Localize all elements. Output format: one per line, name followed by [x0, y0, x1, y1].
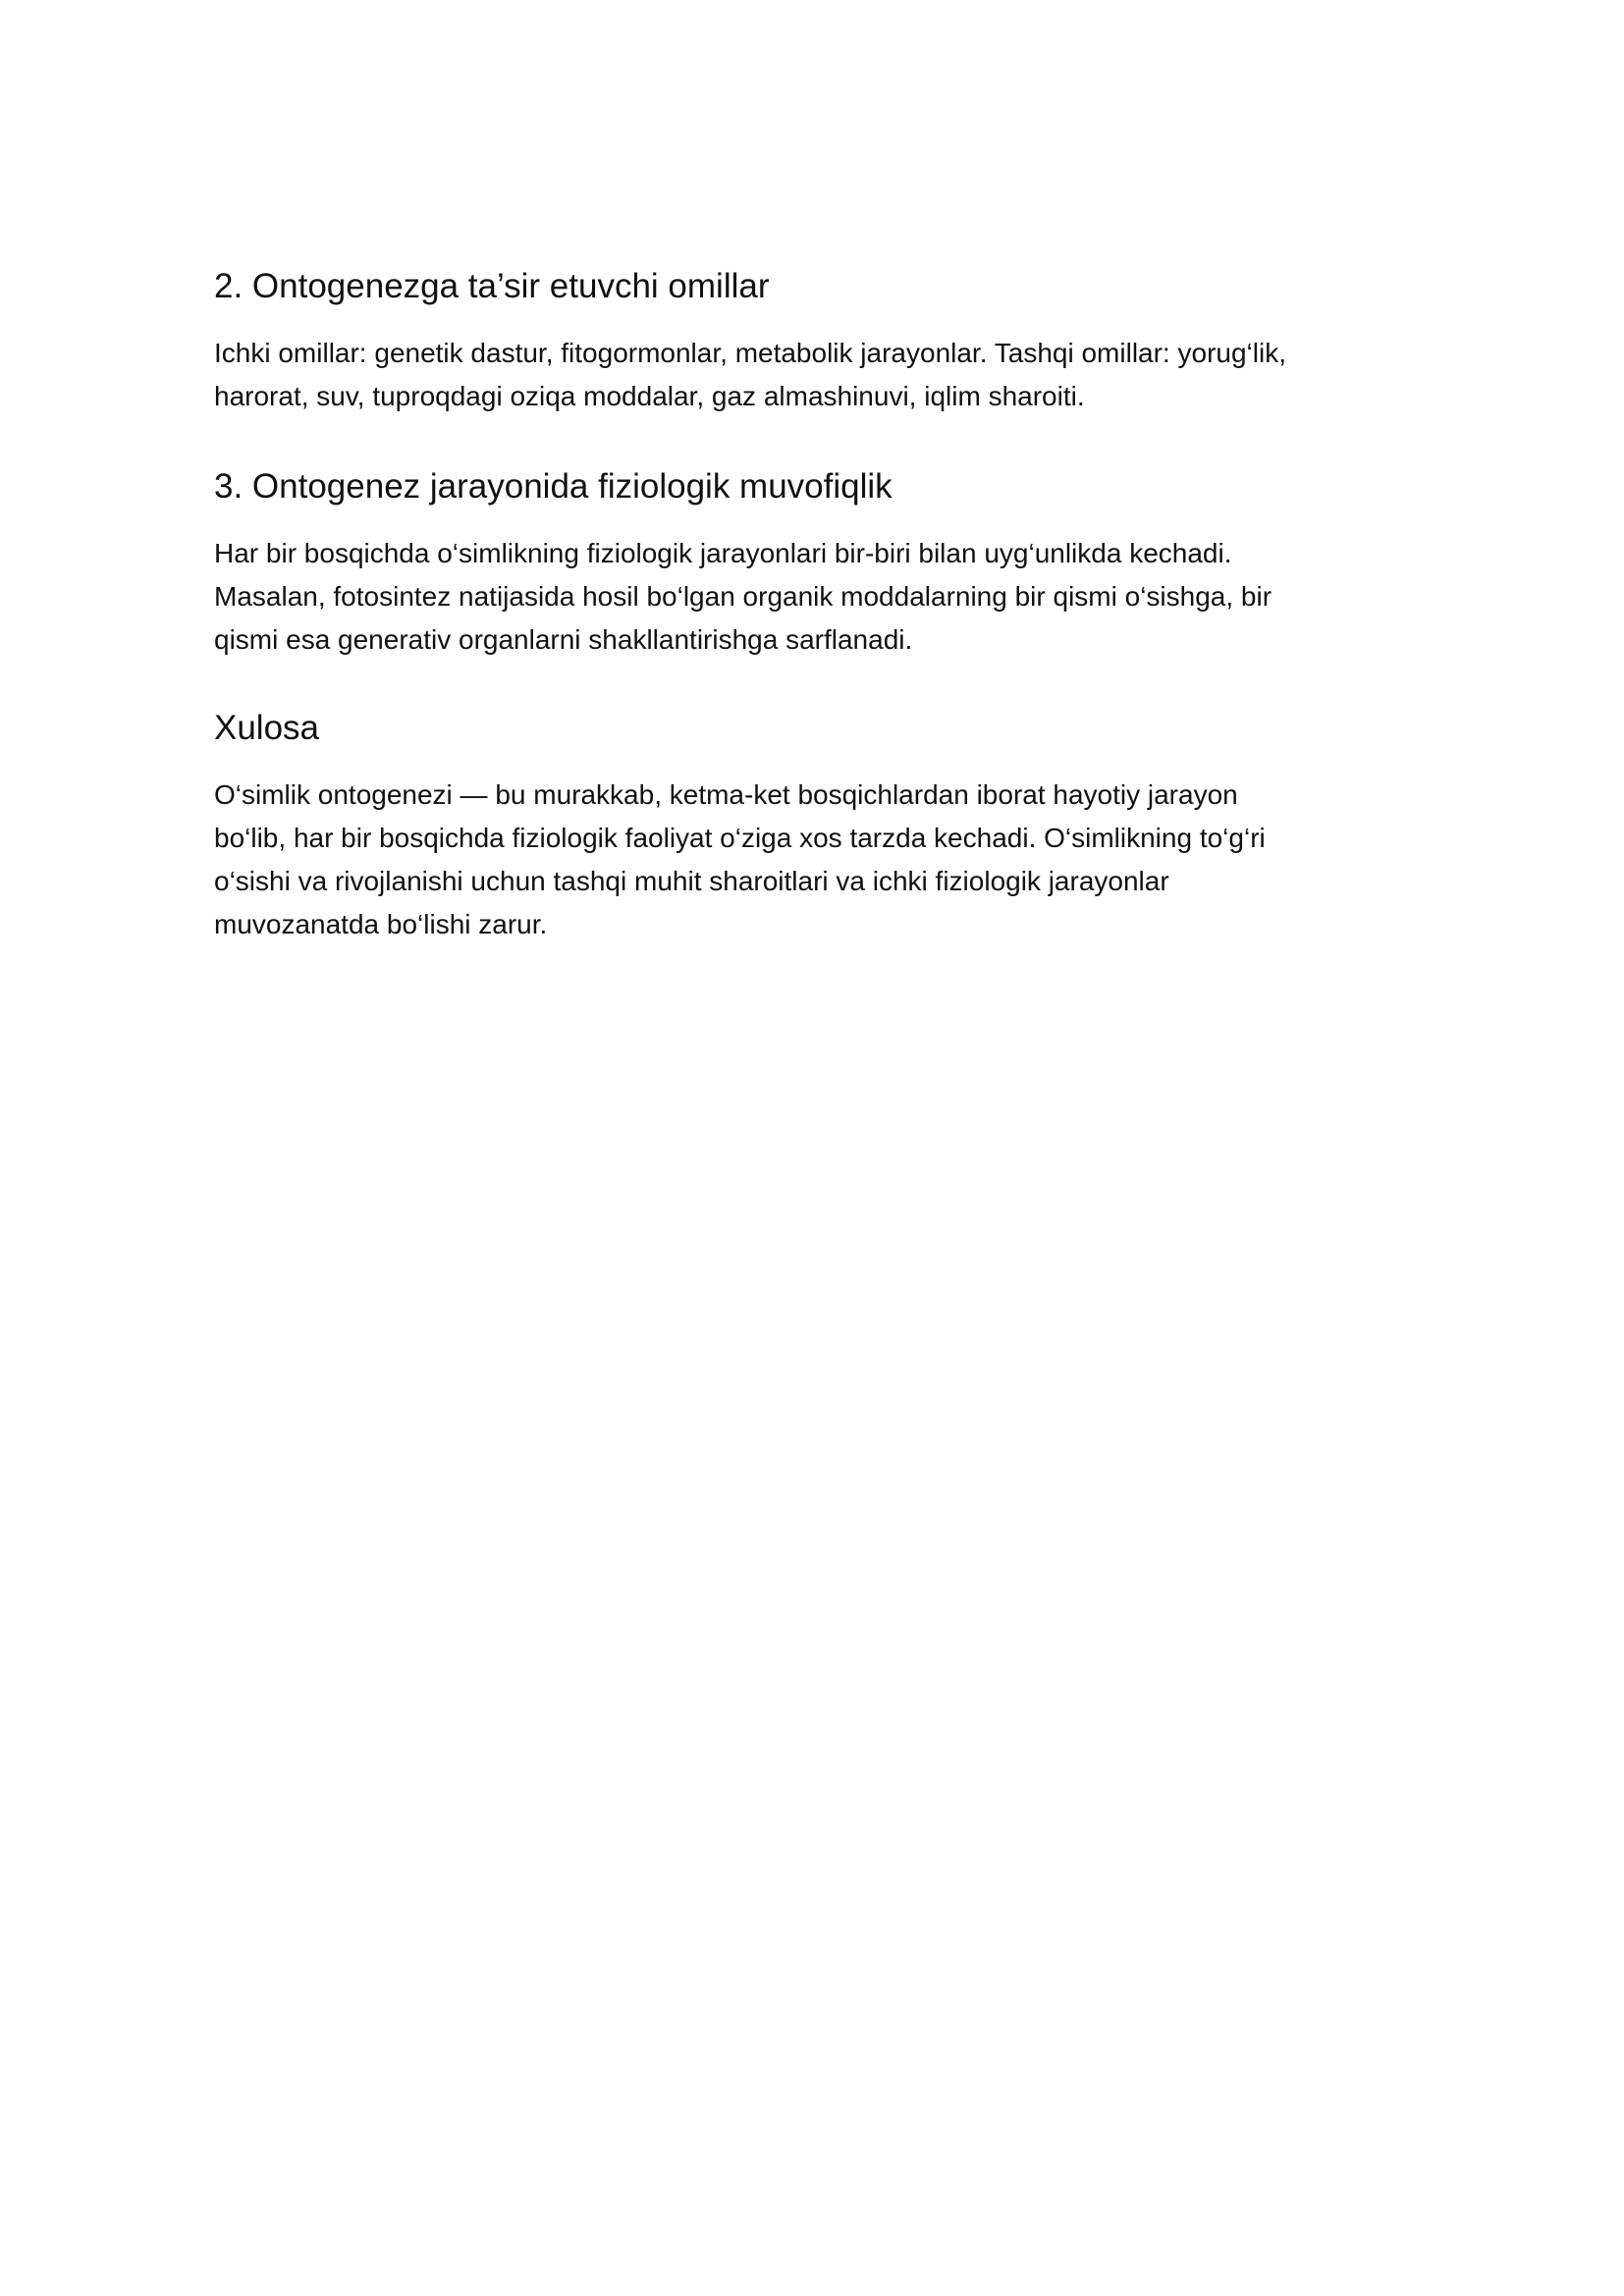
section-physiological-harmony	[214, 465, 1422, 662]
section-heading: 3. Ontogenez jarayonida fiziologik muvofiqlik	[214, 467, 893, 506]
paragraph-line: o‘sishi va rivojlanishi uchun tashqi muhit sharoitlari va ichki fiziologik jarayonlar	[214, 866, 1169, 896]
paragraph-line: muvozanatda bo‘lishi zarur.	[214, 909, 548, 939]
paragraph-line: harorat, suv, tuproqdagi oziqa moddalar, gaz almashinuvi, iqlim sharoiti.	[214, 381, 1085, 411]
paragraph-line: Masalan, fotosintez natijasida hosil bo‘lgan organik moddalarning bir qismi o‘sishga, bir	[214, 581, 1272, 612]
section-conclusion	[214, 707, 1422, 946]
paragraph-line: Ichki omillar: genetik dastur, fitogormonlar, metabolik jarayonlar. Tashqi omillar: yorug‘lik,	[214, 338, 1286, 368]
paragraph-line: Har bir bosqichda o‘simlikning fiziologik jarayonlari bir-biri bilan uyg‘unlikda kechadi.	[214, 538, 1232, 568]
section-paragraph	[214, 332, 1422, 418]
paragraph-line: qismi esa generativ organlarni shakllantirishga sarflanadi.	[214, 624, 913, 655]
document-page	[214, 265, 1422, 946]
section-ontogenez-factors	[214, 265, 1422, 418]
section-paragraph	[214, 532, 1422, 662]
paragraph-line: bo‘lib, har bir bosqichda fiziologik faoliyat o‘ziga xos tarzda kechadi. O‘simlikning to‘g‘ri	[214, 823, 1266, 853]
section-heading: 2. Ontogenezga ta’sir etuvchi omillar	[214, 267, 770, 305]
section-heading: Xulosa	[214, 709, 320, 747]
section-paragraph	[214, 774, 1422, 946]
paragraph-line: O‘simlik ontogenezi — bu murakkab, ketma-ket bosqichlardan iborat hayotiy jarayon	[214, 779, 1238, 810]
